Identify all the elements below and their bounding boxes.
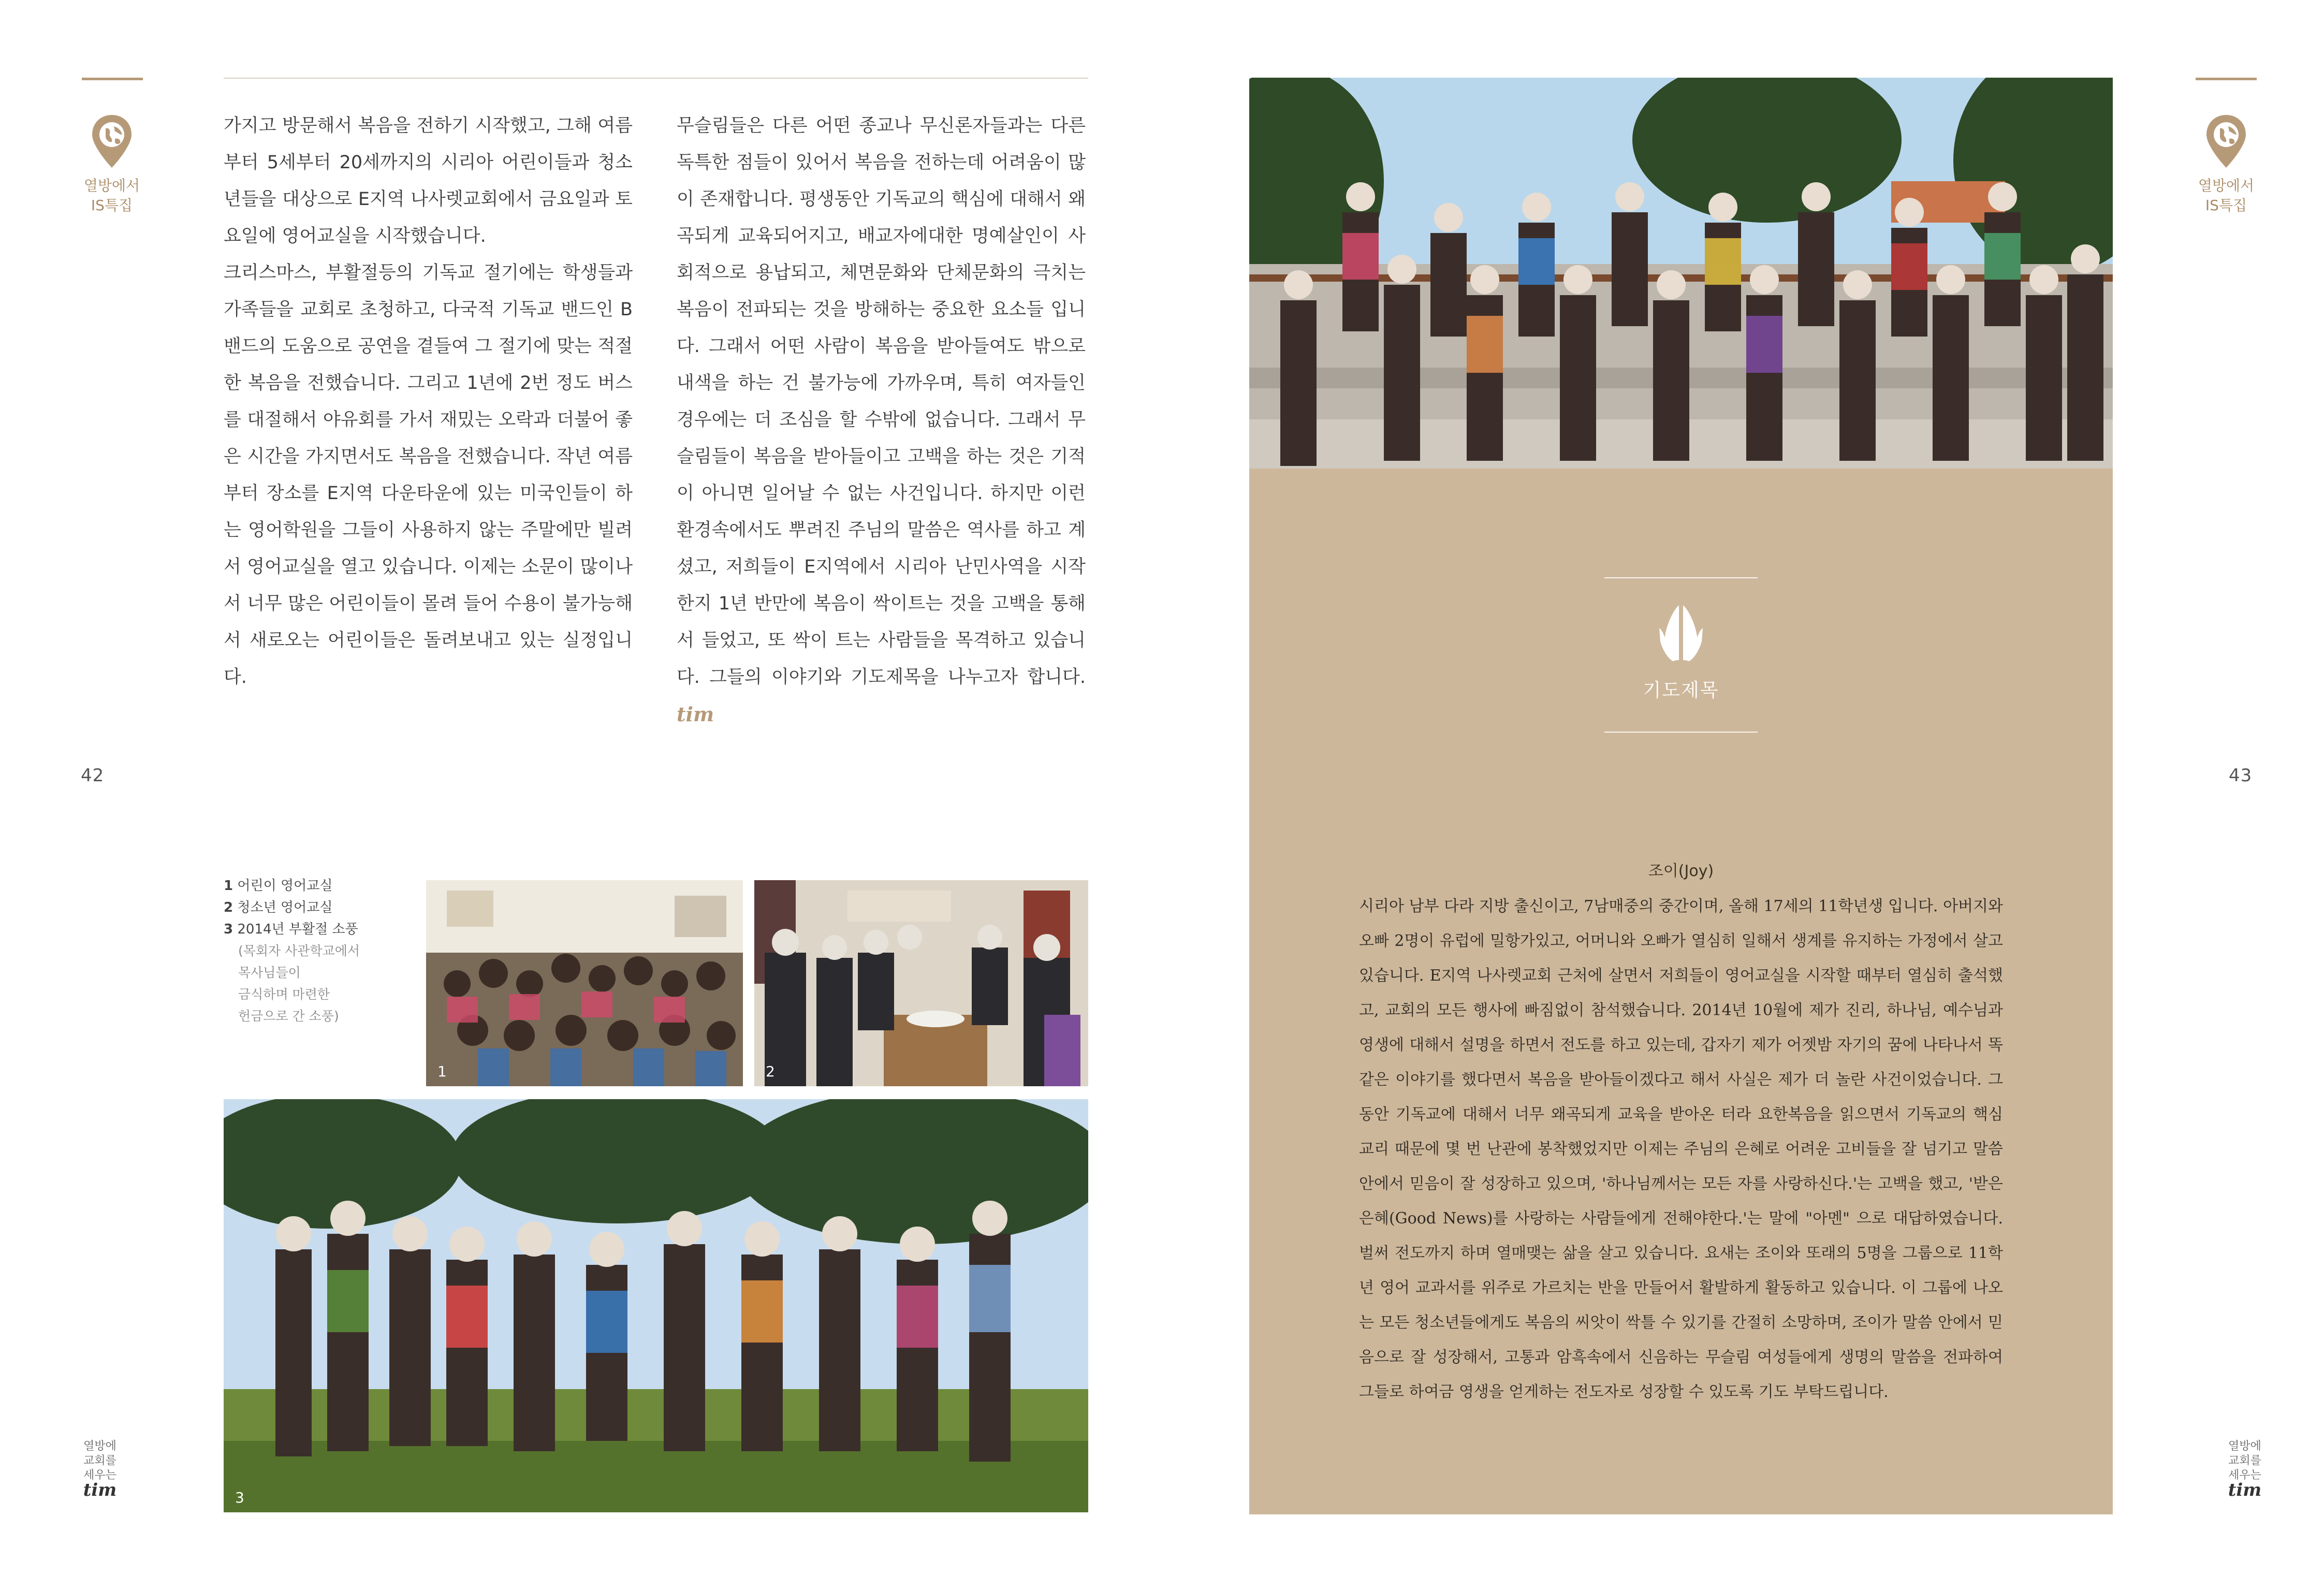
caption-note-line: (목회자 사관학교에서: [238, 943, 360, 958]
side-accent-rule: [82, 78, 143, 80]
caption-text: 청소년 영어교실: [237, 900, 333, 915]
footer-line2: 교회를: [83, 1454, 116, 1467]
photo-group-steps: [1249, 78, 2113, 470]
prayer-bottom-rule: [1604, 732, 1758, 733]
prayer-body: 시리아 남부 다라 지방 출신이고, 7남매중의 중간이며, 올해 17세의 11학년생 입니다. 아버지와 오빠 2명이 유럽에 밀항가있고, 어머니와 오빠가 열심히 일해서 생계를 유지하는 가정에서 살고 있습니다. E지역 나사렛교회 근처에 살면서 저희들이 영어교실을 시작할 때부터 열심히 출석했고, 교회의 모든 행사에 빠짐없이 참석했습니다. 2014년 10월에 제가 진리, 하나님, 예수님과 영생에 대해서 설명을 하면서 전도를 하고 있는데, 갑자기 제가 어젯밤 자기의 꿈에 나타나서 똑같은 이야기를 했다면서 복음을 받아들이겠다고 해서 사실은 제가 더 놀란 사건이었습니다. 그동안 기독교에 대해서 너무 왜곡되게 교육을 받아온 터라 요한복음을 읽으면서 기독교의 핵심 교리 때문에 몇 번 난관에 봉착했었지만 이제는 주님의 은혜로 어려운 고비들을 잘 넘기고 말씀 안에서 믿음이 잘 성장하고 있으며, '하나님께서는 모든 자를 사랑하신다.'는 고백을 했고, '받은 은혜(Good News)를 사랑하는 사람들에게 전해야한다.'는 말에 "아멘" 으로 대답하였습니다. 벌써 전도까지 하며 열매맺는 삶을 살고 있습니다. 요새는 조이와 또래의 5명을 그룹으로 11학년 영어 교과서를 위주로 가르치는 반을 만들어서 활발하게 활동하고 있습니다. 이 그룹에 나오는 모든 청소년들에게도 복음의 씨앗이 싹틀 수 있기를 간절히 소망하며, 조이가 말씀 안에서 믿음으로 잘 성장해서, 고통과 암흑속에서 신음하는 무슬림 여성들에게 생명의 말씀을 전파하여 그들로 하여금 영생을 얻게하는 전도자로 성장할 수 있도록 기도 부탁드립니다.: [1359, 897, 2003, 1401]
footer-line3: 세우는: [83, 1469, 116, 1482]
prayer-person-name: 조이(Joy): [1648, 862, 1714, 880]
caption-number: 3: [224, 922, 233, 937]
caption-text: 어린이 영어교실: [237, 878, 333, 894]
map-pin-globe-icon: [2204, 113, 2248, 170]
photo-number: 3: [235, 1489, 244, 1506]
footer-line1: 열방에: [83, 1440, 116, 1453]
footer-brand-logo: tim: [2228, 1480, 2262, 1500]
photo-children-english-class: [426, 880, 743, 1086]
caption-item: [224, 875, 410, 897]
prayer-request-box: [1249, 469, 2113, 1514]
body-column-1: [224, 108, 633, 696]
body-paragraph: [677, 108, 1086, 734]
section-label-line2: IS특집: [91, 197, 133, 214]
caption-text: 2014년 부활절 소풍: [237, 922, 358, 937]
footer-brand: [2216, 1439, 2273, 1500]
photo-captions: [224, 875, 410, 1027]
body-text: 무슬림들은 다른 어떤 종교나 무신론자들과는 다른 독특한 점들이 있어서 복음을 전하는데 어려움이 많이 존재합니다. 평생동안 기독교의 핵심에 대해서 왜곡되게 교육되어지고, 배교자에대한 명예살인이 사회적으로 용납되고, 체면문화와 단체문화의 극치는 복음이 전파되는 것을 방해하는 중요한 요소들 입니다. 그래서 어떤 사람이 복음을 받아들여도 밖으로 내색을 하는 건 불가능에 가까우며, 특히 여자들인 경우에는 더 조심을 할 수밖에 없습니다. 그래서 무슬림들이 복음을 받아들이고 고백을 하는 것은 기적이 아니면 일어날 수 없는 사건입니다. 하지만 이런 환경속에서도 뿌려진 주님의 말씀은 역사를 하고 계셨고, 저희들이 E지역에서 시리아 난민사역을 시작한지 1년 반만에 복음이 싹이트는 것을 고백을 통해서 들었고, 또 싹이 트는 사람들을 목격하고 있습니다. 그들의 이야기와 기도제목을 나누고자 합니다.: [677, 115, 1086, 688]
praying-hands-icon: [1658, 602, 1704, 662]
caption-item: [224, 897, 410, 918]
photo-number: 2: [766, 1063, 775, 1080]
prayer-top-rule: [1604, 577, 1758, 578]
body-paragraph: 크리스마스, 부활절등의 기독교 절기에는 학생들과 가족들을 교회로 초청하고, 다국적 기독교 밴드인 B밴드의 도움으로 공연을 곁들여 그 절기에 맞는 적절한 복음을 전했습니다. 그리고 1년에 2번 정도 버스를 대절해서 야유회를 가서 재밌는 오락과 더불어 좋은 시간을 가지면서도 복음을 전했습니다. 작년 여름 부터 장소를 E지역 다운타운에 있는 미국인들이 하는 영어학원을 그들이 사용하지 않는 주말에만 빌려서 영어교실을 열고 있습니다. 이제는 소문이 많이나서 너무 많은 어린이들이 몰려 들어 수용이 불가능해서 새로오는 어린이들은 돌려보내고 있는 실정입니다.: [224, 262, 633, 688]
prayer-title: 기도제목: [1643, 680, 1719, 701]
body-paragraph: 가지고 방문해서 복음을 전하기 시작했고, 그해 여름부터 5세부터 20세까지의 시리아 어린이들과 청소년들을 대상으로 E지역 나사렛교회에서 금요일과 토요일에 영어교실을 시작했습니다.: [224, 115, 633, 246]
caption-note-line: 금식하며 마련한: [238, 987, 330, 1002]
caption-note-line: 헌금으로 간 소풍): [238, 1009, 339, 1024]
body-column-2: [677, 108, 1086, 734]
section-label: [70, 176, 153, 215]
photo-image: [1249, 78, 2113, 470]
photo-number: 1: [437, 1063, 447, 1080]
page-number: 42: [81, 765, 105, 786]
section-label-line1: 열방에서: [2198, 177, 2255, 194]
page-number: 43: [2229, 765, 2253, 786]
section-label-line1: 열방에서: [83, 177, 140, 194]
section-label-line2: IS특집: [2205, 197, 2247, 214]
tim-signature: tim: [677, 703, 714, 726]
caption-number: 1: [224, 878, 233, 894]
top-rule: [224, 78, 1088, 79]
footer-brand-logo: tim: [83, 1480, 117, 1500]
footer-line3: 세우는: [2228, 1469, 2261, 1482]
footer-line2: 교회를: [2228, 1454, 2261, 1467]
photo-image: [224, 1099, 1088, 1512]
photo-image: [426, 880, 743, 1086]
footer-line1: 열방에: [2228, 1440, 2261, 1453]
caption-item: [224, 918, 410, 940]
photo-image: [754, 880, 1088, 1086]
caption-note-line: 목사님들이: [238, 965, 301, 980]
map-pin-globe-icon: [90, 113, 134, 170]
photo-youth-english-class: [754, 880, 1088, 1086]
side-accent-rule: [2196, 78, 2257, 80]
photo-easter-picnic: [224, 1099, 1088, 1512]
footer-brand: [71, 1439, 128, 1500]
section-label: [2185, 176, 2268, 215]
caption-number: 2: [224, 900, 233, 915]
